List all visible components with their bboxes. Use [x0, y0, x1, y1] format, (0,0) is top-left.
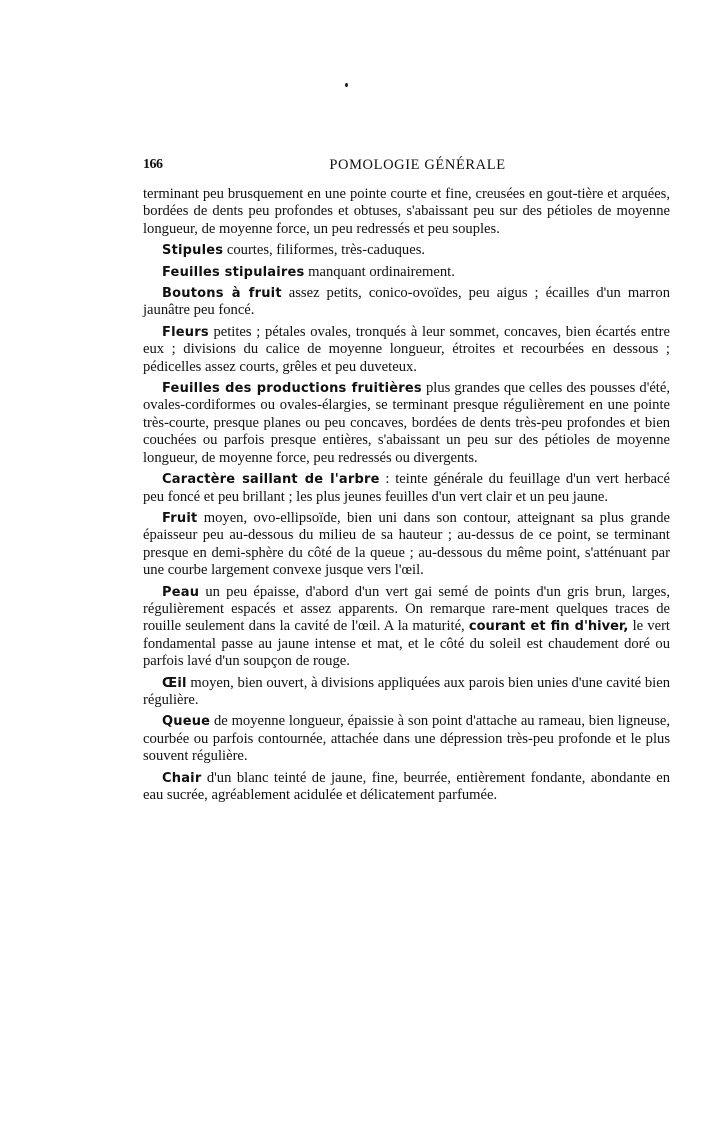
entry-term: Stipules	[162, 243, 224, 259]
entry-term: Œil	[162, 675, 187, 691]
entry-text: d'un blanc teinté de jaune, fine, beurrée, entièrement fondante, abondante en eau sucrée, agréablement acidulée et délicatement parfumée.	[143, 769, 670, 803]
paragraph-chair	[143, 770, 670, 805]
entry-text: assez petits, conico-ovoïdes, peu aigus ; écailles d'un marron jaunâtre peu foncé.	[143, 285, 670, 319]
paragraph-feuilles-stipulaires	[143, 264, 670, 281]
paragraph-caractere-saillant	[143, 471, 670, 506]
entry-text: le vert fondamental passe au jaune intense et mat, et le côté du soleil est chaudement doré ou parfois lavé d'un soupçon de rouge.	[143, 618, 670, 670]
entry-text: moyen, ovo-ellipsoïde, bien uni dans son contour, atteignant sa plus grande épaisseur peu au-dessous du milieu de sa hauteur ; au-dessus de ce point, se terminant presque en demi-sphère du côté de la queue ; au-dessous du même point, s'atténuant par une courbe largement convexe jusque vers l'œil.	[143, 509, 670, 579]
entry-text: manquant ordinairement.	[304, 263, 455, 280]
paragraph-peau	[143, 584, 670, 671]
entry-term: Boutons à fruit	[162, 286, 282, 302]
ripening-season: courant et fin d'hiver,	[468, 619, 629, 635]
paragraph-text: terminant peu brusquement en une pointe courte et fine, creusées en gout-tière et arquées, bordées de dents peu profondes et obtuses, s'abaissant peu sur des pétioles de moyenne longueur, de moyenne force, un peu redressés et peu souples.	[143, 186, 670, 237]
body-text	[143, 186, 670, 808]
paragraph-continuation	[143, 186, 670, 238]
entry-text: petites ; pétales ovales, tronqués à leur sommet, concaves, bien écartés entre eux ; divisions du calice de moyenne longueur, étroites et recourbées en dessous ; pédicelles assez courts, grêles et peu duveteux.	[143, 323, 670, 375]
entry-text: de moyenne longueur, épaissie à son point d'attache au rameau, bien ligneuse, courbée ou parfois contournée, attachée dans une dépression très-peu profonde et le plus souvent régulière.	[143, 713, 670, 765]
entry-text: : teinte générale du feuillage d'un vert herbacé peu foncé et peu brillant ; les plus jeunes feuilles d'un vert clair et un peu jaune.	[143, 471, 670, 505]
paragraph-stipules	[143, 242, 670, 259]
entry-text: plus grandes que celles des pousses d'été, ovales-cordiformes ou ovales-élargies, se terminant presque régulièrement en une pointe très-courte, presque planes ou peu concaves, bordées de dents très-peu profondes et bien couchées ou parfois presque entières, s'abaissant un peu sur des pétioles de moyenne longueur, de moyenne force, peu redressés ou divergents.	[143, 380, 670, 466]
paragraph-queue	[143, 713, 670, 765]
entry-term: Fleurs	[162, 324, 209, 340]
entry-text: moyen, bien ouvert, à divisions appliquées aux parois bien unies d'une cavité bien régulière.	[143, 674, 670, 708]
entry-text: courtes, filiformes, très-caduques.	[223, 242, 426, 259]
entry-term: Feuilles stipulaires	[162, 264, 305, 280]
running-title: POMOLOGIE GÉNÉRALE	[329, 157, 506, 173]
paragraph-feuilles-productions-fruitieres	[143, 380, 670, 467]
entry-term: Peau	[162, 584, 200, 600]
entry-term: Chair	[162, 770, 202, 786]
paragraph-fleurs	[143, 324, 670, 376]
entry-term: Queue	[162, 714, 211, 730]
entry-text: un peu épaisse, d'abord d'un vert gai semé de points d'un gris brun, larges, régulièrement espacés et assez apparents. On remarque rare-ment quelques traces de rouille seulement dans la cavité de l'œil. A la maturité,	[143, 583, 670, 635]
entry-term: Caractère saillant de l'arbre	[162, 472, 380, 488]
running-head	[143, 157, 670, 177]
paragraph-fruit	[143, 510, 670, 580]
entry-term: Feuilles des productions fruitières	[162, 381, 422, 397]
paragraph-oeil	[143, 675, 670, 710]
ink-speck	[345, 83, 348, 87]
page-number: 166	[143, 157, 163, 172]
entry-term: Fruit	[162, 510, 198, 526]
paragraph-boutons-a-fruit	[143, 285, 670, 320]
